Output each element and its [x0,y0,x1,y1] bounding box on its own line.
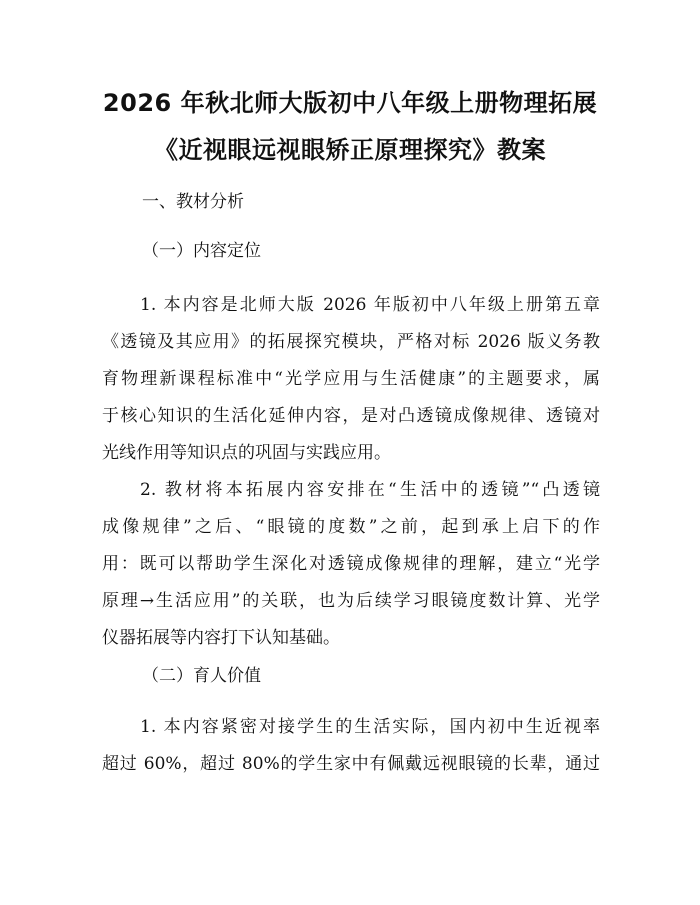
paragraph-content-positioning-1 [102,287,600,472]
paragraph-line: 育物理新课程标准中“光学应用与生活健康”的主题要求，属 [102,369,600,389]
document-title-line-1: 2026 年秋北师大版初中八年级上册物理拓展 [102,89,598,117]
paragraph-line: 1. 本内容紧密对接学生的生活实际，国内初中生近视率 [140,717,600,737]
paragraph-line: 1. 本内容是北师大版 2026 年版初中八年级上册第五章 [140,295,600,315]
paragraph-educational-value-1 [102,709,600,783]
paragraph-line: 超过 60%，超过 80%的学生家中有佩戴远视眼镜的长辈，通过 [102,754,600,774]
paragraph-line: 原理→生活应用”的关联，也为后续学习眼镜度数计算、光学 [102,591,600,611]
paragraph-line: 用：既可以帮助学生深化对透镜成像规律的理解，建立“光学 [102,554,600,574]
paragraph-line: 光线作用等知识点的巩固与实践应用。 [102,443,391,463]
subsection-heading-educational-value: （二）育人价值 [142,666,261,686]
paragraph-line: 《透镜及其应用》的拓展探究模块，严格对标 2026 版义务教 [102,332,600,352]
paragraph-content-positioning-2 [102,472,600,657]
paragraph-line: 于核心知识的生活化延伸内容，是对凸透镜成像规律、透镜对 [102,406,600,426]
section-heading-teaching-material-analysis: 一、教材分析 [142,192,244,212]
paragraph-line: 成像规律”之后、“眼镜的度数”之前，起到承上启下的作 [102,517,600,537]
document-title-line-2: 《近视眼远视眼矫正原理探究》教案 [154,136,546,164]
subsection-heading-content-positioning: （一）内容定位 [142,241,261,261]
paragraph-line: 仪器拓展等内容打下认知基础。 [102,628,340,648]
paragraph-line: 2. 教材将本拓展内容安排在“生活中的透镜”“凸透镜 [140,480,600,500]
